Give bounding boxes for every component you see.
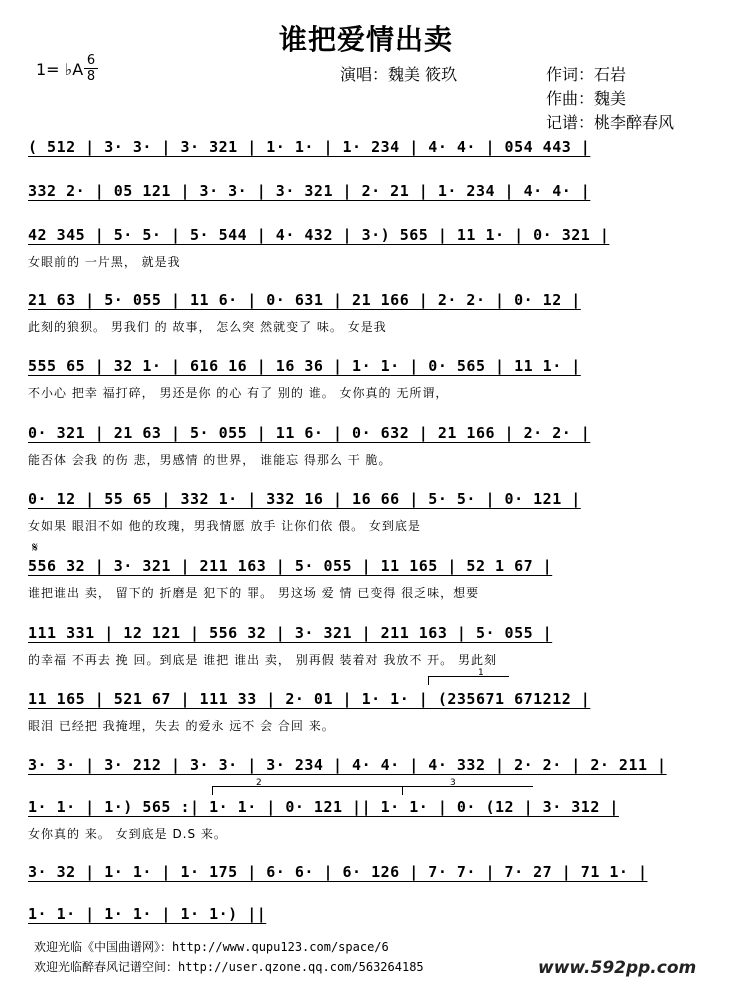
meter-bottom: 8 (86, 69, 96, 84)
volta-2-bracket (212, 786, 403, 795)
lyrics-row-10: 眼泪 已经把 我掩埋，失去 的爱永 远不 会 合回 来。 (28, 719, 335, 733)
volta-3-label: 3 (450, 778, 456, 788)
score-row-2: 332 2· | 05 121 | 3· 3· | 3· 321 | 2· 21 | 1· 234 | 4· 4· | (28, 182, 591, 200)
volta-2-label: 2 (256, 778, 262, 788)
singer-credit: 演唱：魏美 筱玖 (340, 65, 458, 84)
lyrics-row-6: 能否体 会我 的伤 悲，男感情 的世界， 谁能忘 得那么 干 脆。 (28, 453, 392, 467)
lyrics-row-7: 女如果 眼泪不如 他的玫瑰，男我情愿 放手 让你们依 偎。 女到底是 (28, 519, 421, 533)
score-row-10: 11 165 | 521 67 | 111 33 | 2· 01 | 1· 1· | (235671 671212 | (28, 690, 591, 708)
song-title: 谁把爱情出卖 (278, 23, 453, 56)
lyrics-row-3: 女眼前的 一片黑， 就是我 (28, 255, 181, 269)
site-watermark: www.592pp.com (538, 958, 697, 978)
lyrics-row-4: 此刻的狼狈。 男我们 的 故事， 怎么突 然就变了 味。 女是我 (28, 320, 387, 334)
lyrics-row-9: 的幸福 不再去 挽 回。到底是 谁把 谁出 卖， 别再假 装着对 我放不 开。 男此刻 (28, 653, 497, 667)
score-row-12: 1· 1· | 1·) 565 :| 1· 1· | 0· 121 || 1· 1· | 0· (12 | 3· 312 | (28, 798, 619, 816)
score-row-4: 21 63 | 5· 055 | 11 6· | 0· 631 | 21 166 | 2· 2· | 0· 12 | (28, 291, 581, 309)
lyrics-row-5: 不小心 把幸 福打碎， 男还是你 的心 有了 别的 谁。 女你真的 无所谓， (28, 386, 449, 400)
score-row-9: 111 331 | 12 121 | 556 32 | 3· 321 | 211 163 | 5· 055 | (28, 624, 553, 642)
score-row-13: 3· 32 | 1· 1· | 1· 175 | 6· 6· | 6· 126 | 7· 7· | 7· 27 | 71 1· | (28, 863, 648, 881)
score-row-3: 42 345 | 5· 5· | 5· 544 | 4· 432 | 3·) 565 | 11 1· | 0· 321 | (28, 226, 610, 244)
score-row-5: 555 65 | 32 1· | 616 16 | 16 36 | 1· 1· | 0· 565 | 11 1· | (28, 357, 581, 375)
score-row-14: 1· 1· | 1· 1· | 1· 1·) || (28, 905, 267, 923)
score-row-1: ( 512 | 3· 3· | 3· 321 | 1· 1· | 1· 234 | 4· 4· | 054 443 | (28, 138, 591, 156)
volta-1-bracket (428, 676, 509, 685)
segno-sign: 𝄋 (32, 540, 39, 556)
score-row-11: 3· 3· | 3· 212 | 3· 3· | 3· 234 | 4· 4· | 4· 332 | 2· 2· | 2· 211 | (28, 756, 667, 774)
score-row-6: 0· 321 | 21 63 | 5· 055 | 11 6· | 0· 632 | 21 166 | 2· 2· | (28, 424, 591, 442)
volta-3-bracket (402, 786, 533, 795)
composer-credit: 作曲：魏美 (546, 89, 627, 108)
key-signature: 1= ♭A (36, 60, 84, 79)
footer-link-qupu[interactable]: 欢迎光临《中国曲谱网》：http://www.qupu123.com/space/6 (34, 940, 389, 954)
lyrics-row-8: 谁把谁出 卖， 留下的 折磨是 犯下的 罪。 男这场 爱 情 已变得 很乏味，想要 (28, 586, 480, 600)
transcriber-credit: 记谱：桃李醉春风 (546, 113, 675, 132)
time-signature (84, 54, 98, 83)
lyrics-row-12: 女你真的 来。 女到底是 D.S 来。 (28, 827, 227, 841)
footer-link-qzone[interactable]: 欢迎光临醉春风记谱空间：http://user.qzone.qq.com/563264185 (34, 960, 424, 974)
score-row-8: 556 32 | 3· 321 | 211 163 | 5· 055 | 11 165 | 52 1 67 | (28, 557, 553, 575)
lyricist-credit: 作词：石岩 (546, 65, 627, 84)
score-row-7: 0· 12 | 55 65 | 332 1· | 332 16 | 16 66 | 5· 5· | 0· 121 | (28, 490, 581, 508)
meter-top: 6 (86, 53, 96, 68)
volta-1-label: 1 (478, 668, 484, 678)
